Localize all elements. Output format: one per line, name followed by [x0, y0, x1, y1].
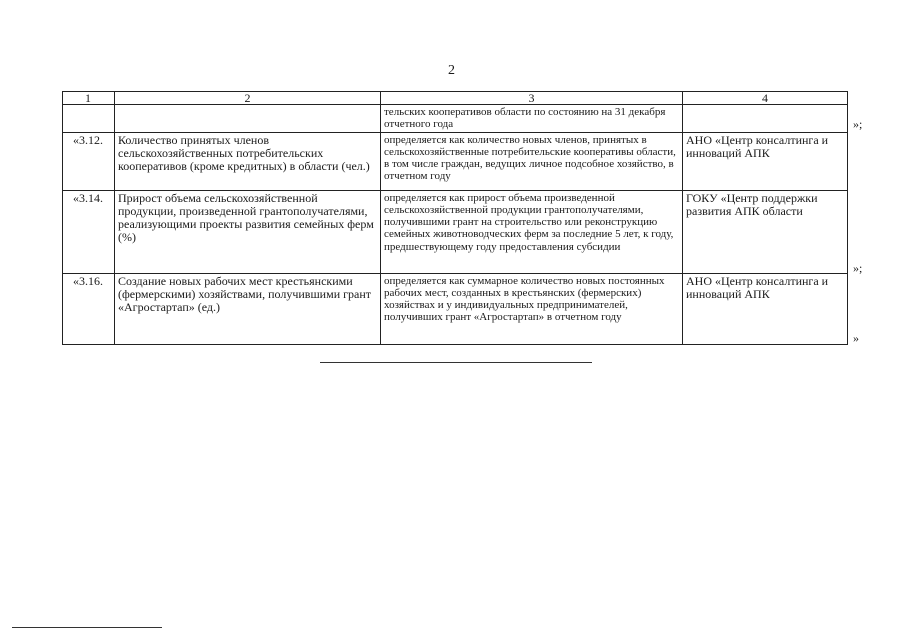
- indicator-name: Прирост объема сельскохозяйственной продукции, произведенной грантополучателями, реализующими проекты развития семейных ферм (%): [115, 190, 381, 273]
- responsible-org: АНО «Центр консалтинга и инноваций АПК: [683, 132, 848, 190]
- header-col-3: 3: [381, 92, 683, 105]
- row-number: «3.14.: [63, 190, 115, 273]
- indicator-name: Создание новых рабочих мест крестьянскими (фермерскими) хозяйствами, получившими грант «Агростартап» (ед.): [115, 273, 381, 344]
- table-row: [63, 105, 848, 133]
- end-rule: [320, 362, 592, 363]
- responsible-org: [683, 105, 848, 133]
- row-number: «3.16.: [63, 273, 115, 344]
- header-col-4: 4: [683, 92, 848, 105]
- page-number: 2: [448, 63, 455, 78]
- row-number: «3.12.: [63, 132, 115, 190]
- responsible-org: АНО «Центр консалтинга и инноваций АПК: [683, 273, 848, 344]
- indicator-name: Количество принятых членов сельскохозяйственных потребительских кооперативов (кроме кредитных) в области (чел.): [115, 132, 381, 190]
- closing-quote: »: [853, 331, 859, 345]
- table-header-row: [63, 92, 848, 105]
- indicator-name: [115, 105, 381, 133]
- table-row: [63, 273, 848, 344]
- table-row: [63, 132, 848, 190]
- header-col-1: 1: [63, 92, 115, 105]
- calculation-method: определяется как прирост объема произведенной сельскохозяйственной продукции грантополучателями, получившими грант на строительство или реконструкцию семейных животноводческих ферм за последние 5 лет, к году, предшествующему году предоставления субсидии: [381, 190, 683, 273]
- calculation-method: тельских кооперативов области по состоянию на 31 декабря отчетного года: [381, 105, 683, 133]
- calculation-method: определяется как суммарное количество новых постоянных рабочих мест, созданных в крестьянских (фермерских) хозяйствах и у индивидуальных предпринимателей, получивших грант «Агростартап» в отчетном году: [381, 273, 683, 344]
- closing-quote: »;: [853, 261, 863, 275]
- header-col-2: 2: [115, 92, 381, 105]
- responsible-org: ГОКУ «Центр поддержки развития АПК области: [683, 190, 848, 273]
- closing-quote: »;: [853, 117, 863, 131]
- footnote-rule: [12, 627, 162, 628]
- calculation-method: определяется как количество новых членов, принятых в сельскохозяйственные потребительские кооперативы области, в том числе граждан, ведущих личное подсобное хозяйство, в отчетном году: [381, 132, 683, 190]
- indicators-table: [62, 91, 848, 345]
- table-row: [63, 190, 848, 273]
- row-number: [63, 105, 115, 133]
